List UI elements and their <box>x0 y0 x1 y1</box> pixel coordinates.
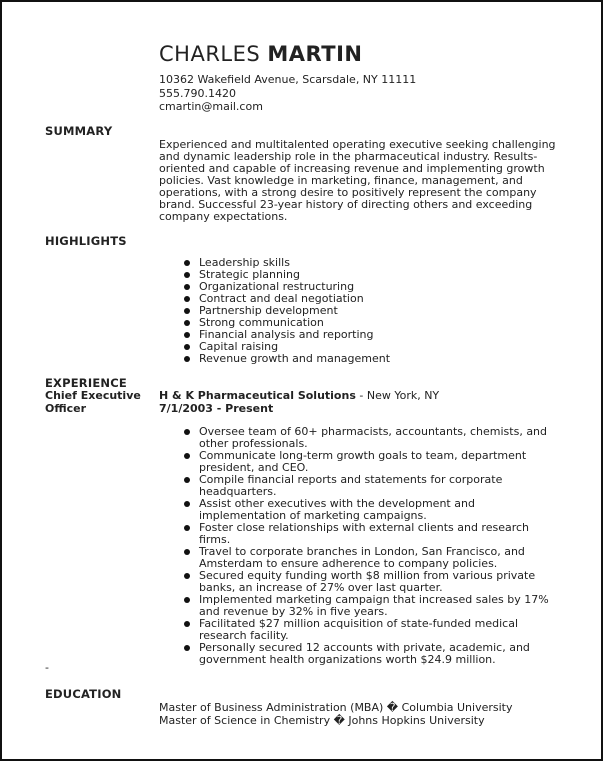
list-item: Travel to corporate branches in London, San Francisco, and Amsterdam to ensure adherence to company policies. <box>183 546 563 570</box>
company-name: H & K Pharmaceutical Solutions <box>159 389 356 402</box>
list-item: Implemented marketing campaign that increased sales by 17% and revenue by 32% in five years. <box>183 594 563 618</box>
list-item: Foster close relationships with external clients and research firms. <box>183 522 563 546</box>
contact-block <box>159 73 416 114</box>
section-separator: - <box>45 661 49 674</box>
job-employer <box>159 390 439 415</box>
list-item: Leadership skills <box>183 257 390 269</box>
email: cmartin@mail.com <box>159 100 263 113</box>
degree-line: Master of Business Administration (MBA) � Columbia University <box>159 701 513 714</box>
highlights-list <box>183 257 390 365</box>
address: 10362 Wakefield Avenue, Scarsdale, NY 11111 <box>159 73 417 86</box>
list-item: Strong communication <box>183 317 390 329</box>
experience-heading: EXPERIENCE <box>45 376 127 390</box>
summary-text: Experienced and multitalented operating executive seeking challenging and dynamic leadership role in the pharmaceutical industry. Results-oriented and capable of increasing revenue and implementing growth policies. Vast knowledge in marketing, finance, management, and operations, with a strong desire to positively represent the company brand. Successful 23-year history of directing others and exceeding company expectations. <box>159 138 556 223</box>
degree-line: Master of Science in Chemistry � Johns Hopkins University <box>159 713 485 727</box>
last-name: MARTIN <box>267 42 363 66</box>
list-item: Secured equity funding worth $8 million from various private banks, an increase of 27% over last quarter. <box>183 570 563 594</box>
first-name: CHARLES <box>159 42 261 66</box>
list-item: Assist other executives with the development and implementation of marketing campaigns. <box>183 498 563 522</box>
candidate-name <box>159 42 363 66</box>
list-item: Organizational restructuring <box>183 281 390 293</box>
list-item: Facilitated $27 million acquisition of state-funded medical research facility. <box>183 618 563 642</box>
job-dates: 7/1/2003 - Present <box>159 401 274 415</box>
summary-heading: SUMMARY <box>45 124 113 138</box>
list-item: Oversee team of 60+ pharmacists, accountants, chemists, and other professionals. <box>183 426 563 450</box>
list-item: Revenue growth and management <box>183 353 390 365</box>
highlights-heading: HIGHLIGHTS <box>45 234 127 248</box>
education-block <box>159 702 513 727</box>
job-title: Chief Executive Officer <box>45 389 141 415</box>
list-item: Contract and deal negotiation <box>183 293 390 305</box>
list-item: Compile financial reports and statements for corporate headquarters. <box>183 474 563 498</box>
list-item: Capital raising <box>183 341 390 353</box>
list-item: Personally secured 12 accounts with private, academic, and government health organizations worth $24.9 million. <box>183 642 563 666</box>
list-item: Communicate long-term growth goals to team, department president, and CEO. <box>183 450 563 474</box>
experience-list <box>183 426 563 666</box>
list-item: Financial analysis and reporting <box>183 329 390 341</box>
list-item: Partnership development <box>183 305 390 317</box>
education-heading: EDUCATION <box>45 687 122 701</box>
company-location: - New York, NY <box>355 389 440 402</box>
phone: 555.790.1420 <box>159 86 236 100</box>
list-item: Strategic planning <box>183 269 390 281</box>
